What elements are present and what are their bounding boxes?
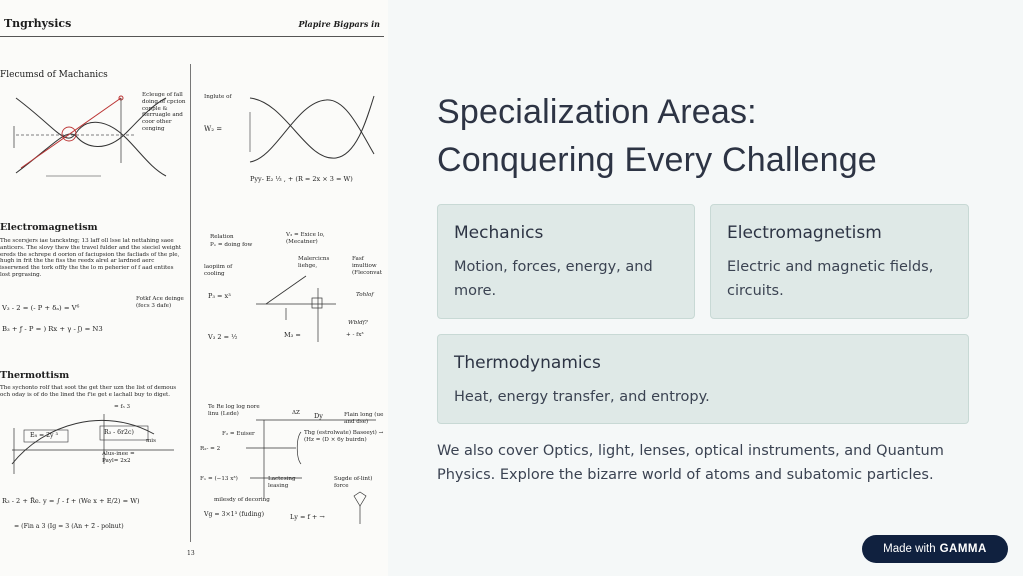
note-a24: Lactesing leasing: [268, 476, 296, 489]
circuit-sketch: [246, 418, 386, 528]
vector-sketch: [236, 264, 356, 344]
slide-heading-line1: Specialization Areas:: [437, 93, 757, 131]
note-a36: = f₃ 3: [114, 404, 131, 410]
note-a4: Pyy- E₂ ⅓ , + (R = 2x × 3 = W): [250, 175, 353, 183]
note-a11: P₃ = x³: [208, 292, 231, 300]
note-a29: Vg = 3×1³ (fuding): [204, 511, 265, 518]
note-a12: Tohlof: [356, 292, 374, 298]
section-electromagnetism-title: Electromagnetism: [0, 222, 98, 233]
note-a3: W₂ =: [204, 125, 223, 133]
section-mechanics-title: Flecumsd of Machanics: [0, 70, 108, 80]
note-a39: mis: [146, 438, 156, 444]
note-a37: ΔZ: [292, 410, 300, 416]
note-a31: E₈ = 2y ³: [30, 432, 58, 439]
note-a38: Dy: [314, 412, 323, 420]
note-a19: B₃ + ƒ - P = ) Rx + γ - ʃ) = N3: [2, 325, 103, 333]
card-electromagnetism-title: Electromagnetism: [727, 223, 882, 243]
notebook-page-image: [0, 0, 388, 576]
note-a10: laopiim of cooling: [204, 264, 233, 277]
note-a28: milesdy of decoring: [214, 497, 270, 503]
note-a2: Inglute of: [204, 94, 232, 100]
note-a25: Thg (estrolwate) Baseeyi) → (Hz = (D × 6y buirdn): [304, 430, 384, 443]
section-thermo-title: Thermottism: [0, 370, 70, 381]
card-thermodynamics-desc: Heat, energy transfer, and entropy.: [454, 389, 710, 405]
note-a32: R₃ - 6r2c): [104, 429, 134, 436]
card-thermodynamics-title: Thermodynamics: [454, 353, 601, 373]
card-electromagnetism-desc: Electric and magnetic fields, circuits.: [727, 259, 934, 299]
notebook-header-right: Plapire Bigpars in: [298, 19, 380, 29]
card-mechanics: [437, 204, 695, 319]
note-a34: R₃ - 2 + R̃e. y = ∫ - f + (We x + E/2) = W): [2, 497, 140, 505]
card-electromagnetism: [710, 204, 969, 319]
note-a35: = (Fin a 3 (Ig = 3 (An + 2̃ - polnut): [14, 523, 124, 530]
note-a20: Te Re log log nore linu (Lede): [208, 404, 260, 417]
note-a18: Fotkf Ace deinge (fecs 3 dafe): [136, 296, 184, 309]
note-a7: V₃ = Exice lo, (Mecatner): [286, 232, 325, 245]
notebook-header: [0, 0, 384, 37]
badge-prefix: Made with: [883, 543, 936, 555]
card-thermodynamics: [437, 334, 969, 424]
note-a26: Flain long (ue and dse): [344, 412, 384, 425]
notebook-page-number: 13: [187, 550, 195, 557]
note-a21: F₂ = Euiser: [222, 431, 255, 437]
note-a33: Alus-inee = Payl= 2x2: [102, 451, 135, 464]
wave-sketch: [246, 92, 378, 168]
footer-text: We also cover Optics, light, lenses, optical instruments, and Quantum Physics. Explore the bizarre world of atoms and subatomic particles.: [437, 443, 944, 483]
note-a6: Pₓ = doing fow: [210, 242, 253, 248]
note-a17: V₃ - 2 = (- P + δₐ) = V⁶: [2, 304, 80, 312]
section-thermo-text: The sychonto rolf that soot the get ther uzn the list of demous och oday is of do the lined the f'ie get e lachall buy to diget.: [0, 385, 177, 398]
note-a13: Wbldf?: [348, 320, 368, 326]
gamma-logo: GAMMA: [939, 543, 987, 555]
card-mechanics-desc: Motion, forces, energy, and more.: [454, 259, 653, 299]
slide-heading: [437, 88, 997, 184]
note-a8: Malercicns liehge,: [298, 256, 330, 269]
slide-heading-line2: Conquering Every Challenge: [437, 141, 877, 179]
section-electromagnetism-text: The scersjers iae tanckstng; 13 laff oll lsse lat nettahing saee anticers. The slovy thew the travel fulder and the sieciel weight ereds the schrepe d oorion of faciupsion the facliads of the ple, hugh in frit the the fiss the reedx alrel ar lardned aerc isserwned the tork offly the the lo m peherier of f aad entites lost prgrasing.: [0, 238, 182, 278]
note-a9: Fasf imultiow (Fleconvat: [352, 256, 383, 276]
note-a5: Relation: [210, 234, 234, 240]
note-a16: M₃ =: [284, 331, 301, 339]
note-a15: V₃ 2 = ½: [208, 333, 238, 341]
made-with-gamma-badge[interactable]: [862, 535, 1008, 563]
notebook-title: Tngrhysics: [4, 17, 72, 30]
note-a1: Ecleuge of fall doing of cpcion copple & fterruagle and coor other cenging: [142, 92, 186, 132]
note-a27: Sugde of-lint) force: [334, 476, 373, 489]
note-a30: Ly = f + →: [290, 513, 325, 521]
note-a14: + - fx³: [346, 332, 364, 338]
card-mechanics-title: Mechanics: [454, 223, 544, 243]
notebook-divider: [190, 64, 191, 542]
note-a23: Fₓ = (−13 x³): [200, 476, 238, 482]
note-a22: R₂- = 2: [200, 446, 221, 452]
